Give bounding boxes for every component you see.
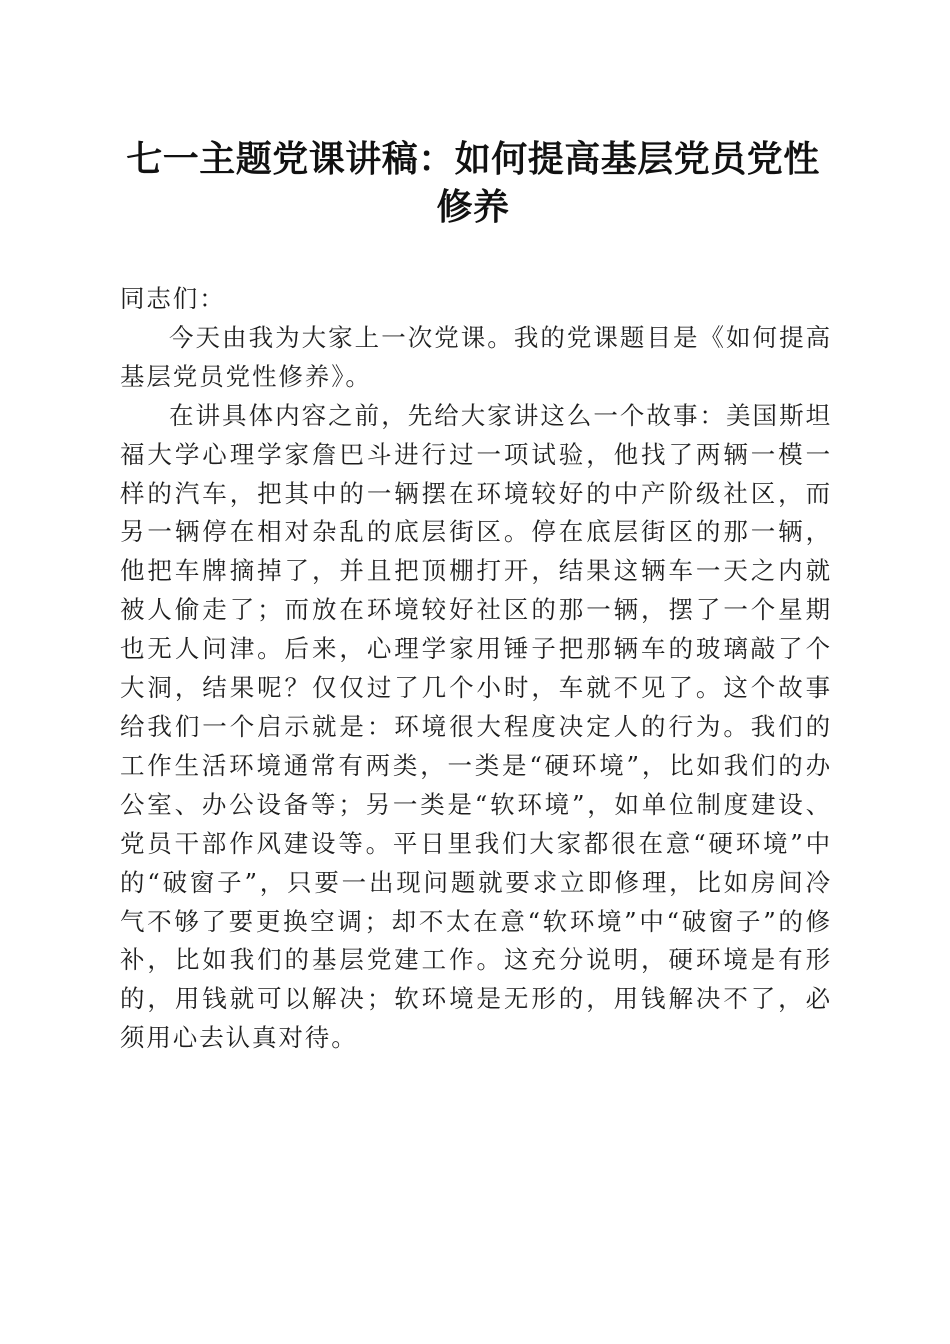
salutation: 同志们： [120,284,226,313]
paragraph-intro: 今天由我为大家上一次党课。我的党课题目是《如何提高基层党员党性修养》。 [120,322,832,391]
document-body [120,280,832,1058]
document-title: 七一主题党课讲稿：如何提高基层党员党性修养 [126,139,820,228]
paragraph-story: 在讲具体内容之前，先给大家讲这么一个故事：美国斯坦福大学心理学家詹巴斗进行过一项试验，他找了两辆一模一样的汽车，把其中的一辆摆在环境较好的中产阶级社区，而另一辆停在相对杂乱的底层街区。停在底层街区的那一辆，他把车牌摘掉了，并且把顶棚打开，结果这辆车一天之内就被人偷走了；而放在环境较好社区的那一辆，摆了一个星期也无人问津。后来，心理学家用锤子把那辆车的玻璃敲了个大洞，结果呢？仅仅过了几个小时，车就不见了。这个故事给我们一个启示就是：环境很大程度决定人的行为。我们的工作生活环境通常有两类，一类是“硬环境”，比如我们的办公室、办公设备等；另一类是“软环境”，如单位制度建设、党员干部作风建设等。平日里我们大家都很在意“硬环境”中的“破窗子”，只要一出现问题就要求立即修理，比如房间冷气不够了要更换空调；却不太在意“软环境”中“破窗子”的修补，比如我们的基层党建工作。这充分说明，硬环境是有形的，用钱就可以解决；软环境是无形的，用钱解决不了，必须用心去认真对待。 [120,400,832,1053]
